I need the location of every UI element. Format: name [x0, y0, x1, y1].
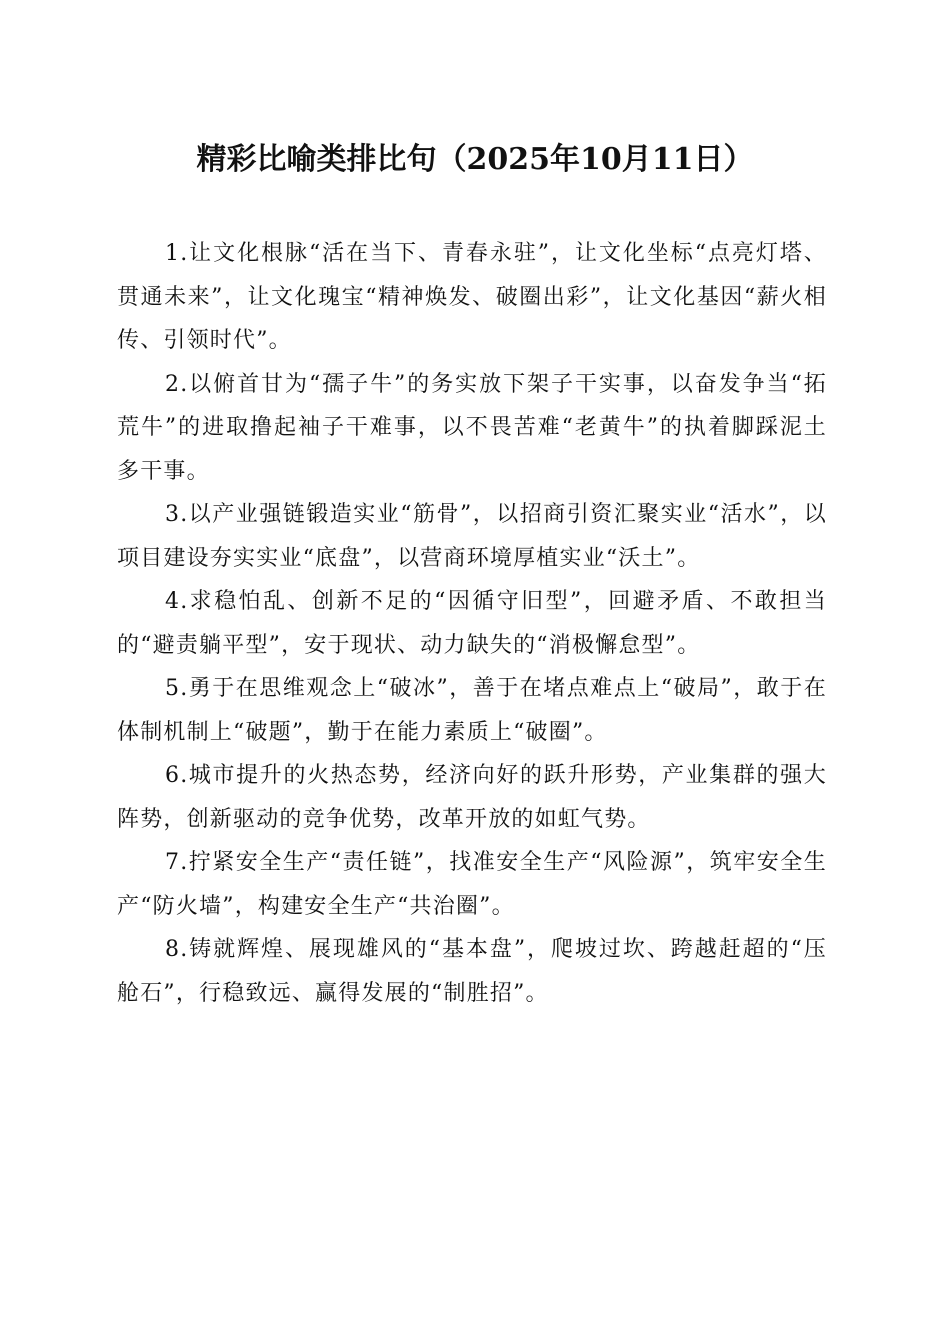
paragraph-6: 6.城市提升的火热态势，经济向好的跃升形势，产业集群的强大阵势，创新驱动的竞争优势，改革开放的如虹气势。 — [117, 763, 827, 832]
document-title: 精彩比喻类排比句（2025年10月11日） — [196, 142, 754, 177]
paragraph-7: 7.拧紧安全生产“责任链”，找准安全生产“风险源”，筑牢安全生产“防火墙”，构建安全生产“共治圈”。 — [117, 850, 827, 919]
paragraph-5: 5.勇于在思维观念上“破冰”，善于在堵点难点上“破局”，敢于在体制机制上“破题”，勤于在能力素质上“破圈”。 — [117, 676, 827, 745]
paragraph-1: 1.让文化根脉“活在当下、青春永驻”，让文化坐标“点亮灯塔、贯通未来”，让文化瑰宝“精神焕发、破圈出彩”，让文化基因“薪火相传、引领时代”。 — [117, 241, 827, 353]
paragraph-4: 4.求稳怕乱、创新不足的“因循守旧型”，回避矛盾、不敢担当的“避责躺平型”，安于现状、动力缺失的“消极懈怠型”。 — [117, 589, 827, 658]
document-body — [117, 232, 827, 1015]
paragraph-3: 3.以产业强链锻造实业“筋骨”，以招商引资汇聚实业“活水”，以项目建设夯实实业“底盘”，以营商环境厚植实业“沃土”。 — [117, 502, 827, 571]
paragraph-2: 2.以俯首甘为“孺子牛”的务实放下架子干实事，以奋发争当“拓荒牛”的进取撸起袖子干难事，以不畏苦难“老黄牛”的执着脚踩泥土多干事。 — [117, 371, 827, 484]
paragraph-8: 8.铸就辉煌、展现雄风的“基本盘”，爬坡过坎、跨越赶超的“压舱石”，行稳致远、赢得发展的“制胜招”。 — [117, 937, 827, 1006]
